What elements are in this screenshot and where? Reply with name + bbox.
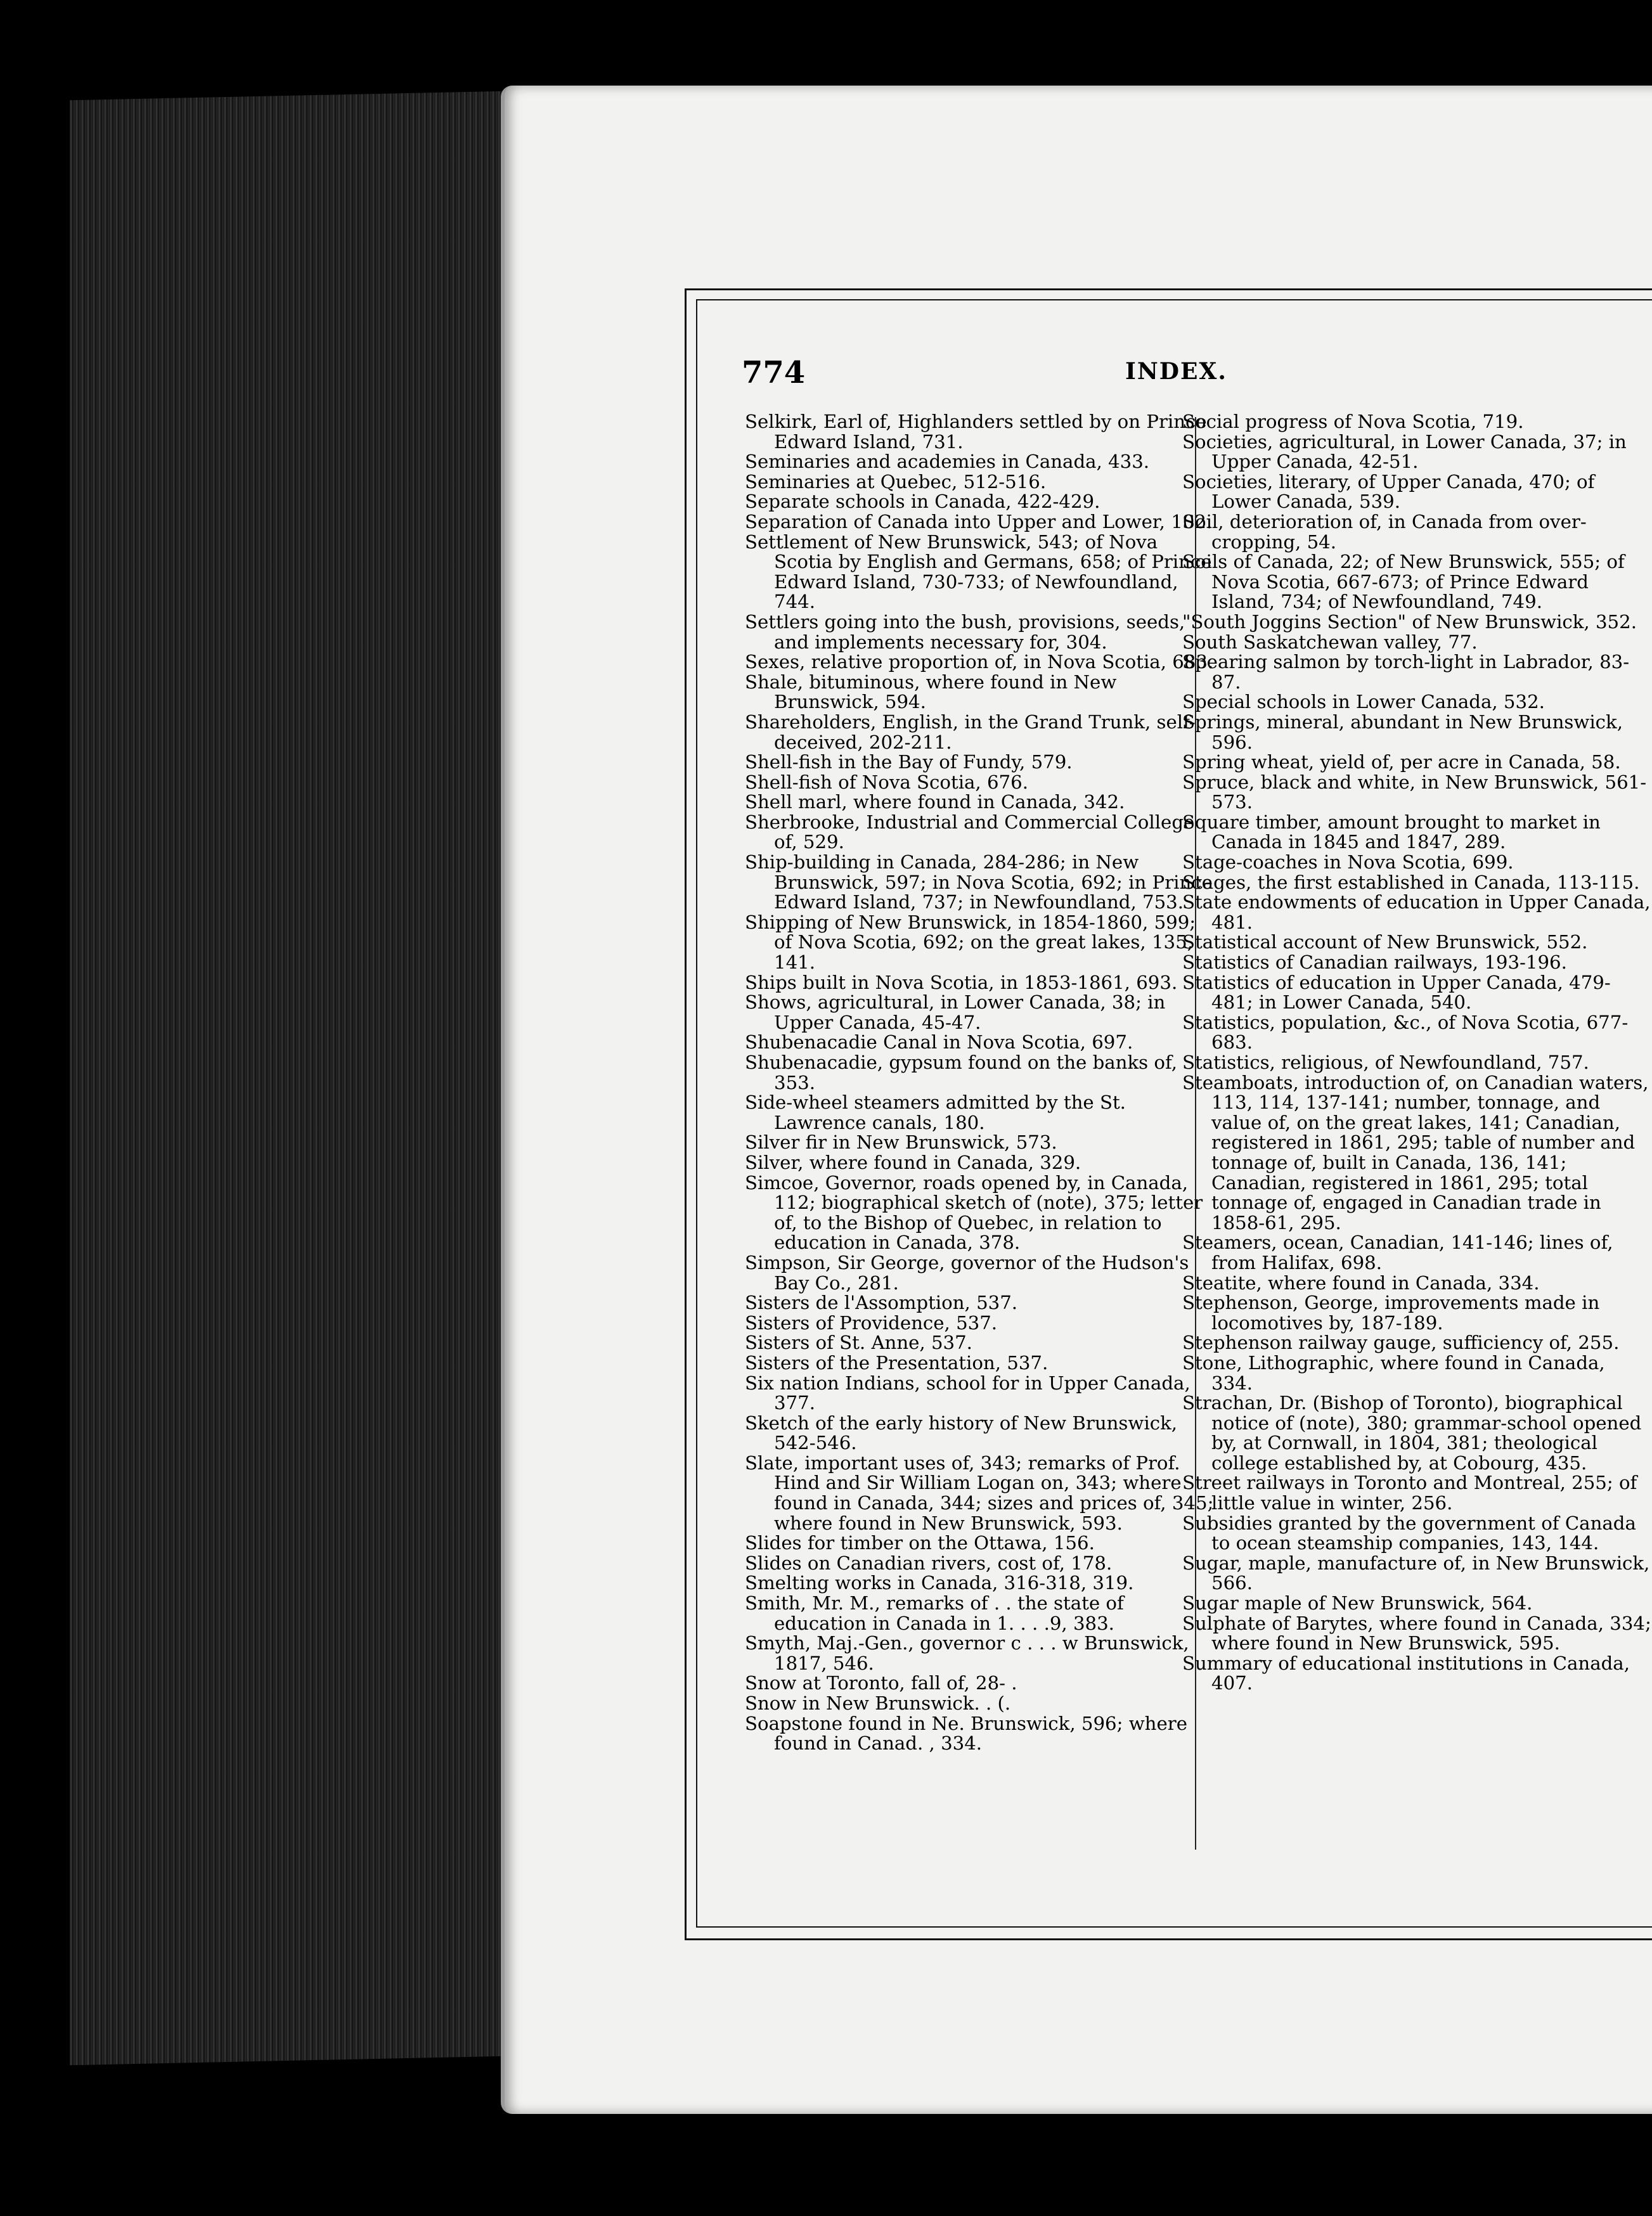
index-entry: Sketch of the early history of New Brunswick, 542-546. xyxy=(745,1412,1178,1454)
index-entry: Statistics, religious, of Newfoundland, 757. xyxy=(1182,1052,1589,1073)
index-entry: Societies, agricultural, in Lower Canada, 37; in Upper Canada, 42-51. xyxy=(1182,430,1627,473)
index-entry: Special schools in Lower Canada, 532. xyxy=(1182,691,1545,713)
index-entry: Spring wheat, yield of, per acre in Canada, 58. xyxy=(1182,751,1621,773)
index-entry: Shell marl, where found in Canada, 342. xyxy=(745,791,1125,813)
index-entry: Shale, bituminous, where found in New Brunswick, 594. xyxy=(745,671,1117,713)
index-entry: Shubenacadie, gypsum found on the banks of, 353. xyxy=(745,1052,1178,1093)
index-entry: Shows, agricultural, in Lower Canada, 38; in Upper Canada, 45-47. xyxy=(745,991,1166,1033)
index-entry: South Saskatchewan valley, 77. xyxy=(1182,631,1478,653)
index-entry: Sisters of St. Anne, 537. xyxy=(745,1332,972,1354)
index-entry: Soil, deterioration of, in Canada from over-cropping, 54. xyxy=(1182,510,1587,553)
index-entry: Smyth, Maj.-Gen., governor c . . . w Brunswick, 1817, 546. xyxy=(745,1632,1189,1674)
page-number: 774 xyxy=(742,355,806,390)
index-entry: Sugar maple of New Brunswick, 564. xyxy=(1182,1592,1533,1614)
index-entry: Sisters of the Presentation, 537. xyxy=(745,1351,1049,1374)
index-entry: Sugar, maple, manufacture of, in New Brunswick, 566. xyxy=(1182,1552,1650,1594)
index-entry: Statistics of Canadian railways, 193-196. xyxy=(1182,951,1567,974)
index-entry: Strachan, Dr. (Bishop of Toronto), biographical notice of (note), 380; grammar-school opened by, at Cornwall, in 1804, 381; theological college established by, at Cobourg, 435. xyxy=(1182,1392,1642,1474)
index-entry: Sexes, relative proportion of, in Nova Scotia, 683. xyxy=(745,651,1214,673)
index-entry: Sisters of Providence, 537. xyxy=(745,1311,998,1334)
index-entry: Statistical account of New Brunswick, 552. xyxy=(1182,931,1588,953)
index-entry: Stage-coaches in Nova Scotia, 699. xyxy=(1182,851,1514,873)
index-entry: Seminaries at Quebec, 512-516. xyxy=(745,470,1047,493)
index-entry: Social progress of Nova Scotia, 719. xyxy=(1182,411,1524,432)
index-entry: Summary of educational institutions in Canada, 407. xyxy=(1182,1652,1630,1694)
book-page-edges xyxy=(70,90,564,2065)
index-entry: Separate schools in Canada, 422-429. xyxy=(745,491,1100,513)
index-entry: Shell-fish in the Bay of Fundy, 579. xyxy=(745,751,1073,773)
index-entry: Spearing salmon by torch-light in Labrador, 83-87. xyxy=(1182,651,1630,693)
index-entry: Snow at Toronto, fall of, 28- . xyxy=(745,1672,1017,1694)
index-entry: Seminaries and academies in Canada, 433. xyxy=(745,451,1150,473)
index-entry: Street railways in Toronto and Montreal, 255; of little value in winter, 256. xyxy=(1182,1472,1637,1514)
index-entry: Silver fir in New Brunswick, 573. xyxy=(745,1131,1057,1154)
index-entry: Spruce, black and white, in New Brunswick, 561-573. xyxy=(1182,771,1647,813)
index-entry: Slides on Canadian rivers, cost of, 178. xyxy=(745,1552,1113,1574)
index-entry: Slate, important uses of, 343; remarks of Prof. Hind and Sir William Logan on, 343; where found in Canada, 344; sizes and prices of, 345; where found in New Brunswick, 593. xyxy=(745,1452,1214,1534)
index-entry: Stephenson railway gauge, sufficiency of, 255. xyxy=(1182,1332,1620,1354)
index-entry: Shipping of New Brunswick, in 1854-1860, 599; of Nova Scotia, 692; on the great lakes, 135, 141. xyxy=(745,911,1196,974)
index-entry: Springs, mineral, abundant in New Brunswick, 596. xyxy=(1182,711,1623,753)
index-entry: Societies, literary, of Upper Canada, 470; of Lower Canada, 539. xyxy=(1182,470,1595,513)
index-entry: Statistics, population, &c., of Nova Scotia, 677-683. xyxy=(1182,1011,1629,1053)
index-entry: Selkirk, Earl of, Highlanders settled by on Prince Edward Island, 731. xyxy=(745,411,1207,453)
index-entry: Side-wheel steamers admitted by the St. Lawrence canals, 180. xyxy=(745,1092,1126,1133)
index-entry: Soapstone found in Ne. Brunswick, 596; where found in Canad. , 334. xyxy=(745,1712,1187,1755)
index-entry: State endowments of education in Upper Canada, 481. xyxy=(1182,891,1651,933)
index-entry: Simcoe, Governor, roads opened by, in Canada, 112; biographical sketch of (note), 375; letter of, to the Bishop of Quebec, in relation to education in Canada, 378. xyxy=(745,1171,1203,1254)
index-entry: Ship-building in Canada, 284-286; in New Brunswick, 597; in Nova Scotia, 692; in Prince Edward Island, 737; in Newfoundland, 753. xyxy=(745,851,1213,913)
index-entry: Steamboats, introduction of, on Canadian waters, 113, 114, 137-141; number, tonnage, and value of, on the great lakes, 141; Canadian, registered in 1861, 295; table of number and tonnage of, built in Canada, 136, 141; Canadian, registered in 1861, 295; total tonnage of, engaged in Canadian trade in 1858-61, 295. xyxy=(1182,1071,1649,1234)
index-entry: Snow in New Brunswick. . (. xyxy=(745,1692,1011,1714)
index-entry: Smelting works in Canada, 316-318, 319. xyxy=(745,1572,1134,1594)
index-entry: Six nation Indians, school for in Upper Canada, 377. xyxy=(745,1372,1191,1414)
index-column-right xyxy=(1182,412,1651,1694)
index-entry: Sisters de l'Assomption, 537. xyxy=(745,1292,1018,1314)
index-entry: Square timber, amount brought to market in Canada in 1845 and 1847, 289. xyxy=(1182,811,1601,853)
index-entry: Shubenacadie Canal in Nova Scotia, 697. xyxy=(745,1031,1133,1053)
index-entry: Simpson, Sir George, governor of the Hudson's Bay Co., 281. xyxy=(745,1251,1189,1294)
index-entry: Subsidies granted by the government of Canada to ocean steamship companies, 143, 144. xyxy=(1182,1512,1636,1554)
running-head: INDEX. xyxy=(1125,358,1227,385)
index-entry: Ships built in Nova Scotia, in 1853-1861, 693. xyxy=(745,971,1178,993)
index-entry: Smith, Mr. M., remarks of . . the state of education in Canada in 1. . . .9, 383. xyxy=(745,1592,1124,1634)
index-entry: Stephenson, George, improvements made in locomotives by, 187-189. xyxy=(1182,1292,1600,1334)
index-entry: Silver, where found in Canada, 329. xyxy=(745,1151,1081,1173)
index-entry: Separation of Canada into Upper and Lower, 102. xyxy=(745,510,1213,532)
index-entry: "South Joggins Section" of New Brunswick, 352. xyxy=(1182,610,1637,633)
index-entry: Settlement of New Brunswick, 543; of Nova Scotia by English and Germans, 658; of Prince Edward Island, 730-733; of Newfoundland, 744. xyxy=(745,531,1212,613)
index-entry: Sulphate of Barytes, where found in Canada, 334; where found in New Brunswick, 595. xyxy=(1182,1612,1651,1654)
index-entry: Shell-fish of Nova Scotia, 676. xyxy=(745,771,1028,793)
index-column-left xyxy=(745,412,1214,1754)
index-entry: Soils of Canada, 22; of New Brunswick, 555; of Nova Scotia, 667-673; of Prince Edward Island, 734; of Newfoundland, 749. xyxy=(1182,551,1625,613)
index-entry: Shareholders, English, in the Grand Trunk, self-deceived, 202-211. xyxy=(745,711,1196,753)
index-entry: Steatite, where found in Canada, 334. xyxy=(1182,1272,1540,1294)
index-entry: Stone, Lithographic, where found in Canada, 334. xyxy=(1182,1351,1605,1394)
index-entry: Sherbrooke, Industrial and Commercial College of, 529. xyxy=(745,811,1195,853)
index-entry: Slides for timber on the Ottawa, 156. xyxy=(745,1532,1095,1554)
index-entry: Stages, the first established in Canada, 113-115. xyxy=(1182,871,1640,893)
index-entry: Steamers, ocean, Canadian, 141-146; lines of, from Halifax, 698. xyxy=(1182,1232,1613,1273)
index-entry: Settlers going into the bush, provisions, seeds, and implements necessary for, 304. xyxy=(745,610,1185,653)
index-entry: Statistics of education in Upper Canada, 479-481; in Lower Canada, 540. xyxy=(1182,971,1611,1014)
